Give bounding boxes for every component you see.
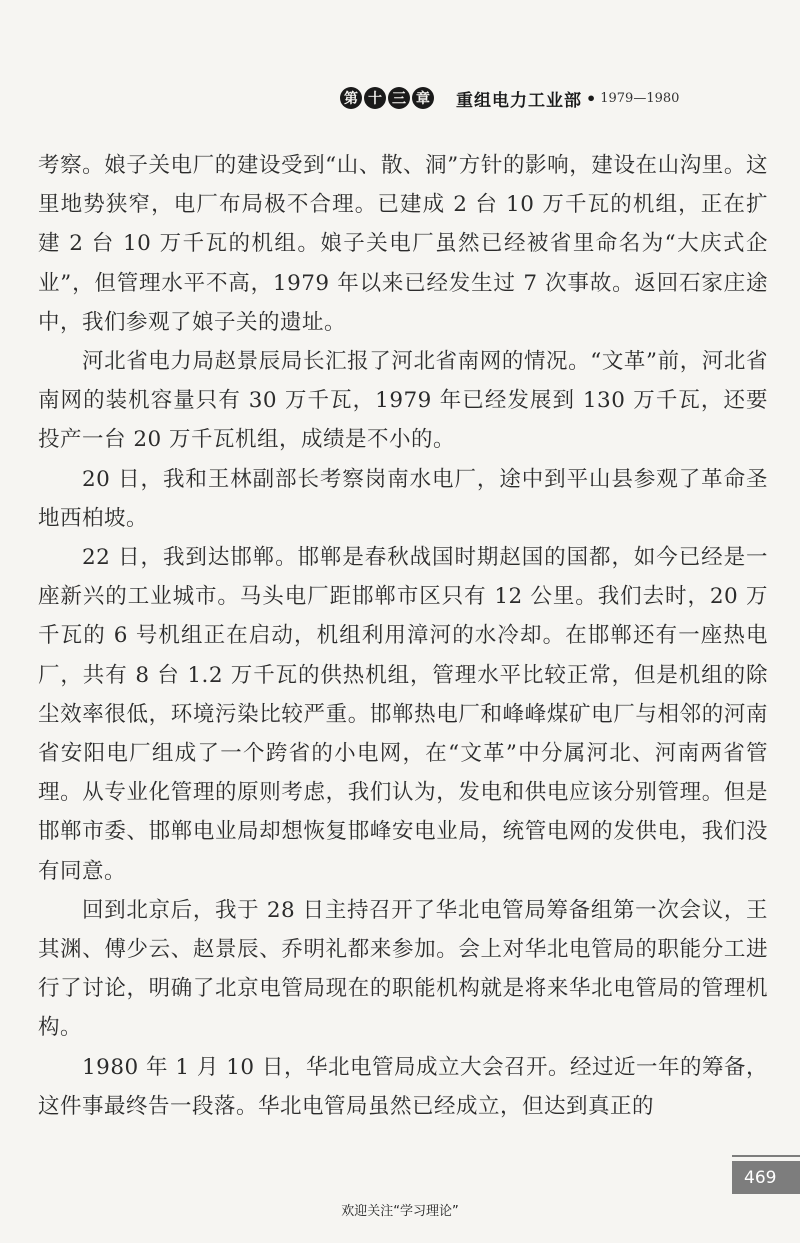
chapter-char: 三 [388, 87, 410, 109]
paragraph: 20 日，我和王林副部长考察岗南水电厂，途中到平山县参观了革命圣地西柏坡。 [38, 466, 768, 531]
paragraph: 考察。娘子关电厂的建设受到“山、散、洞”方针的影响，建设在山沟里。这里地势狭窄，电厂布局极不合理。已建成 2 台 10 万千瓦的机组，正在扩建 2 台 10 万千瓦的机组。娘子关电厂虽然已经被省里命名为“大庆式企业”，但管理水平不高，1979 年以来已经发生过 7 次事故。返回石家庄途中，我们参观了娘子关的遗址。 [38, 153, 768, 335]
chapter-char: 章 [412, 87, 434, 109]
paragraph: 回到北京后，我于 28 日主持召开了华北电管局筹备组第一次会议，王其渊、傅少云、赵景辰、乔明礼都来参加。会上对华北电管局的职能分工进行了讨论，明确了北京电管局现在的职能机构就是将来华北电管局的管理机构。 [38, 897, 768, 1041]
running-title: 重组电力工业部 [456, 90, 582, 111]
title-separator: • [586, 88, 597, 108]
running-header [340, 78, 740, 118]
body-text [38, 146, 768, 1126]
paragraph: 22 日，我到达邯郸。邯郸是春秋战国时期赵国的国都，如今已经是一座新兴的工业城市。马头电厂距邯郸市区只有 12 公里。我们去时，20 万千瓦的 6 号机组正在启动，机组利用漳河的水冷却。在邯郸还有一座热电厂，共有 8 台 1.2 万千瓦的供热机组，管理水平比较正常，但是机组的除尘效率很低，环境污染比较严重。邯郸热电厂和峰峰煤矿电厂与相邻的河南省安阳电厂组成了一个跨省的小电网，在“文革”中分属河北、河南两省管理。从专业化管理的原则考虑，我们认为，发电和供电应该分别管理。但是邯郸市委、邯郸电业局却想恢复邯峰安电业局，统管电网的发供电，我们没有同意。 [38, 545, 768, 884]
chapter-char: 十 [364, 87, 386, 109]
running-years: 1979—1980 [600, 90, 680, 106]
chapter-char: 第 [340, 87, 362, 109]
chapter-badge [340, 87, 434, 109]
paragraph: 1980 年 1 月 10 日，华北电管局成立大会召开。经过近一年的筹备，这件事最终告一段落。华北电管局虽然已经成立，但达到真正的 [38, 1054, 768, 1119]
paragraph: 河北省电力局赵景辰局长汇报了河北省南网的情况。“文革”前，河北省南网的装机容量只有 30 万千瓦，1979 年已经发展到 130 万千瓦，还要投产一台 20 万千瓦机组，成绩是不小的。 [38, 349, 768, 453]
page-number-rule [732, 1155, 800, 1157]
page-number [732, 1161, 800, 1194]
page-number-text: 469 [744, 1167, 777, 1188]
footer-watermark: 欢迎关注“学习理论” [341, 1204, 459, 1219]
